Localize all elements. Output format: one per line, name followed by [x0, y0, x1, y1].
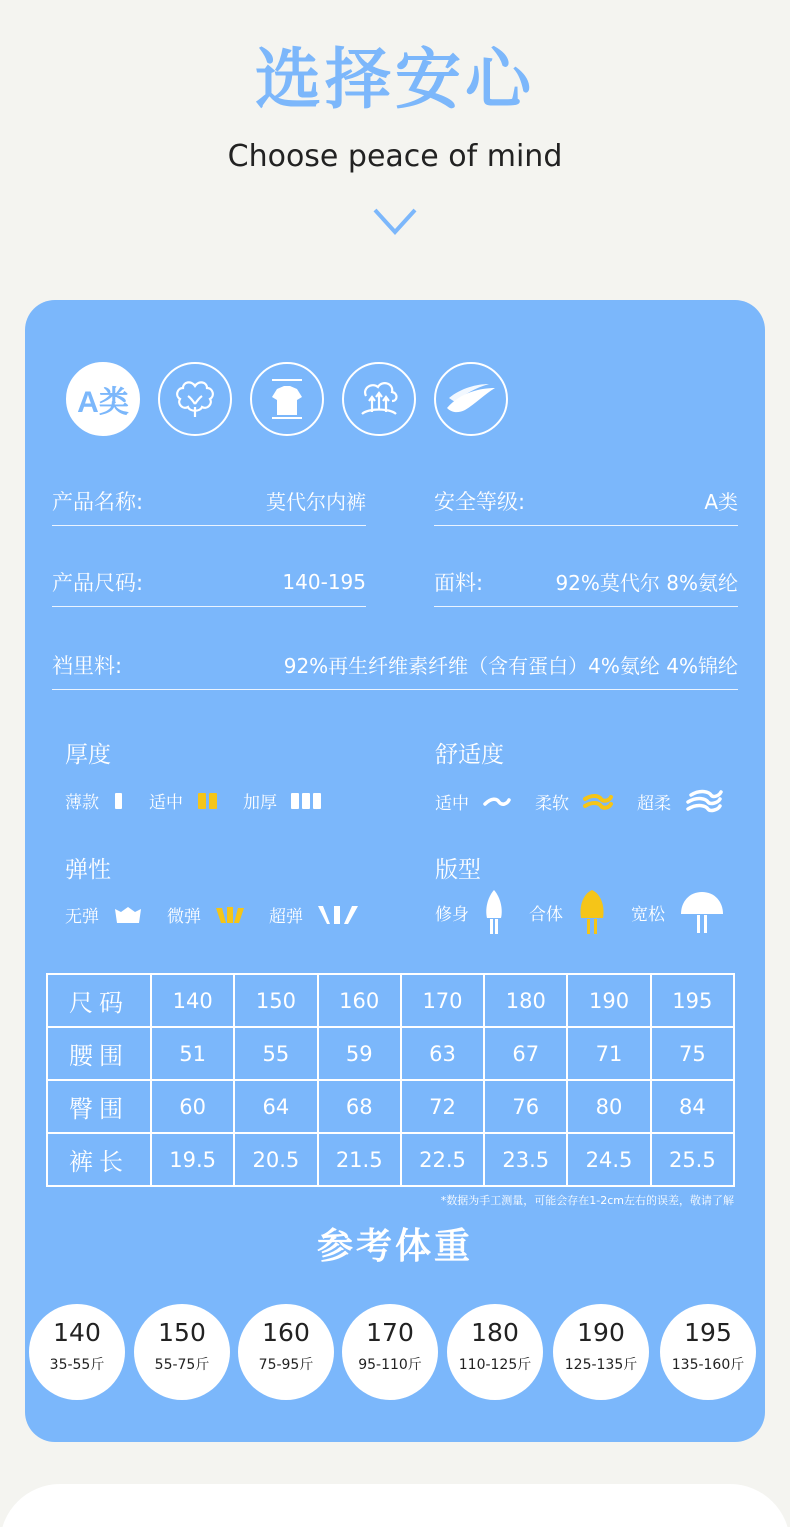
table-cell: 67 — [484, 1027, 567, 1080]
weight-bubble — [238, 1304, 334, 1400]
weight-bubble — [134, 1304, 230, 1400]
elasticity-option-none — [65, 902, 143, 927]
bubble-weight: 110-125斤 — [458, 1357, 532, 1373]
lining-label: 裆里料: — [52, 653, 123, 678]
thickness-option-label: 加厚 — [243, 793, 277, 813]
weight-bubble — [29, 1304, 125, 1400]
bubble-size: 160 — [262, 1318, 310, 1347]
elasticity-option-label: 无弹 — [65, 907, 99, 927]
fabric-value: 92%莫代尔 8%氨纶 — [555, 571, 738, 595]
chevron-down-icon — [372, 204, 418, 238]
table-cell: 150 — [234, 974, 317, 1027]
no-stretch-icon — [113, 905, 143, 925]
thickness-option-medium — [149, 788, 219, 813]
row-header: 臀围 — [47, 1080, 151, 1133]
table-row — [47, 974, 734, 1027]
bubble-weight: 35-55斤 — [49, 1357, 105, 1373]
product-size-label: 产品尺码: — [52, 570, 144, 595]
double-wave-icon — [583, 791, 613, 811]
lining-value: 92%再生纤维素纤维（含有蛋白）4%氨纶 4%锦纶 — [283, 654, 738, 678]
table-cell: 71 — [567, 1027, 650, 1080]
row-header: 尺码 — [47, 974, 151, 1027]
bubble-size: 190 — [577, 1318, 625, 1347]
product-name-row — [52, 476, 366, 526]
fit-option-regular — [529, 888, 607, 936]
table-cell: 21.5 — [318, 1133, 401, 1186]
cotton-icon — [158, 362, 232, 436]
weight-bubble — [660, 1304, 756, 1400]
bubble-weight: 95-110斤 — [358, 1357, 422, 1373]
elasticity-option-slight — [167, 902, 245, 927]
soft-layer-icon — [434, 362, 508, 436]
table-cell: 22.5 — [401, 1133, 484, 1186]
bubble-size: 150 — [158, 1318, 206, 1347]
fit-title: 版型 — [435, 857, 481, 883]
table-cell: 140 — [151, 974, 234, 1027]
table-cell: 20.5 — [234, 1133, 317, 1186]
slight-stretch-icon — [215, 905, 245, 925]
table-cell: 59 — [318, 1027, 401, 1080]
super-stretch-icon — [317, 904, 359, 926]
lining-row — [52, 640, 738, 690]
table-cell: 84 — [651, 1080, 734, 1133]
thickness-option-thick — [243, 788, 321, 813]
thickness-option-label: 适中 — [149, 793, 183, 813]
bubble-size: 170 — [366, 1318, 414, 1347]
table-cell: 72 — [401, 1080, 484, 1133]
a-class-icon — [66, 362, 140, 436]
thickness-options — [65, 788, 345, 813]
measurement-note: *数据为手工测量，可能会存在1-2cm左右的误差，敬请了解 — [440, 1194, 734, 1207]
weight-bubble — [553, 1304, 649, 1400]
safety-grade-row — [434, 476, 738, 526]
bubble-weight: 135-160斤 — [671, 1357, 745, 1373]
safety-grade-label: 安全等级: — [434, 489, 526, 514]
grade-badge-label: A类 — [77, 386, 129, 419]
bubble-weight: 75-95斤 — [258, 1357, 314, 1373]
product-info-card — [25, 300, 765, 1442]
wave-icon — [483, 792, 511, 810]
table-cell: 160 — [318, 974, 401, 1027]
table-cell: 60 — [151, 1080, 234, 1133]
table-cell: 68 — [318, 1080, 401, 1133]
elasticity-option-label: 超弹 — [269, 907, 303, 927]
page-subtitle: Choose peace of mind — [227, 139, 563, 174]
breathable-icon — [342, 362, 416, 436]
comfort-option-label: 超柔 — [637, 793, 671, 814]
safety-grade-value: A类 — [704, 490, 738, 514]
bubble-size: 180 — [471, 1318, 519, 1347]
table-cell: 64 — [234, 1080, 317, 1133]
fabric-row — [434, 557, 738, 607]
table-cell: 170 — [401, 974, 484, 1027]
product-name-value: 莫代尔内裤 — [266, 490, 366, 514]
comfort-option-ultra-soft — [637, 788, 723, 814]
bubble-size: 195 — [684, 1318, 732, 1347]
comfort-option-soft — [535, 789, 613, 814]
thin-bar-icon — [113, 792, 125, 810]
table-cell: 25.5 — [651, 1133, 734, 1186]
comfort-option-label: 适中 — [435, 793, 469, 814]
row-header: 腰围 — [47, 1027, 151, 1080]
table-cell: 80 — [567, 1080, 650, 1133]
fabric-label: 面料: — [434, 570, 484, 595]
bubble-weight: 55-75斤 — [154, 1357, 210, 1373]
comfort-options — [435, 788, 747, 814]
fit-options — [435, 888, 749, 936]
regular-fit-icon — [577, 888, 607, 936]
thickness-option-thin — [65, 788, 125, 813]
thickness-title: 厚度 — [65, 742, 111, 768]
table-cell: 63 — [401, 1027, 484, 1080]
product-size-value: 140-195 — [282, 569, 366, 594]
size-table — [46, 973, 735, 1187]
medium-bar-icon — [197, 792, 219, 810]
elasticity-options — [65, 902, 383, 927]
table-cell: 19.5 — [151, 1133, 234, 1186]
row-header: 裤长 — [47, 1133, 151, 1186]
table-cell: 55 — [234, 1027, 317, 1080]
weight-reference-title: 参考体重 — [316, 1226, 473, 1267]
bubble-size: 140 — [53, 1318, 101, 1347]
table-cell: 75 — [651, 1027, 734, 1080]
elasticity-option-super — [269, 902, 359, 927]
product-size-row — [52, 557, 366, 607]
fit-option-label: 修身 — [435, 904, 469, 925]
bubble-weight: 125-135斤 — [564, 1357, 638, 1373]
product-name-label: 产品名称: — [52, 489, 144, 514]
shirt-stretch-icon — [250, 362, 324, 436]
triple-wave-icon — [685, 788, 723, 814]
table-cell: 23.5 — [484, 1133, 567, 1186]
loose-fit-icon — [679, 888, 725, 936]
fit-option-slim — [435, 888, 505, 936]
table-row — [47, 1080, 734, 1133]
comfort-option-label: 柔软 — [535, 793, 569, 814]
weight-bubble — [447, 1304, 543, 1400]
weight-bubble — [342, 1304, 438, 1400]
comfort-title: 舒适度 — [435, 742, 504, 768]
thickness-option-label: 薄款 — [65, 793, 99, 813]
fit-option-label: 合体 — [529, 904, 563, 925]
table-cell: 180 — [484, 974, 567, 1027]
elasticity-title: 弹性 — [65, 857, 111, 883]
comfort-option-medium — [435, 789, 511, 814]
table-cell: 190 — [567, 974, 650, 1027]
table-row — [47, 1027, 734, 1080]
page-title: 选择安心 — [255, 41, 535, 118]
thick-bar-icon — [291, 792, 321, 810]
table-cell: 24.5 — [567, 1133, 650, 1186]
table-cell: 195 — [651, 974, 734, 1027]
slim-fit-icon — [483, 888, 505, 936]
table-cell: 51 — [151, 1027, 234, 1080]
elasticity-option-label: 微弹 — [167, 907, 201, 927]
table-cell: 76 — [484, 1080, 567, 1133]
next-section-card — [0, 1484, 790, 1527]
table-row — [47, 1133, 734, 1186]
fit-option-loose — [631, 888, 725, 936]
fit-option-label: 宽松 — [631, 904, 665, 925]
